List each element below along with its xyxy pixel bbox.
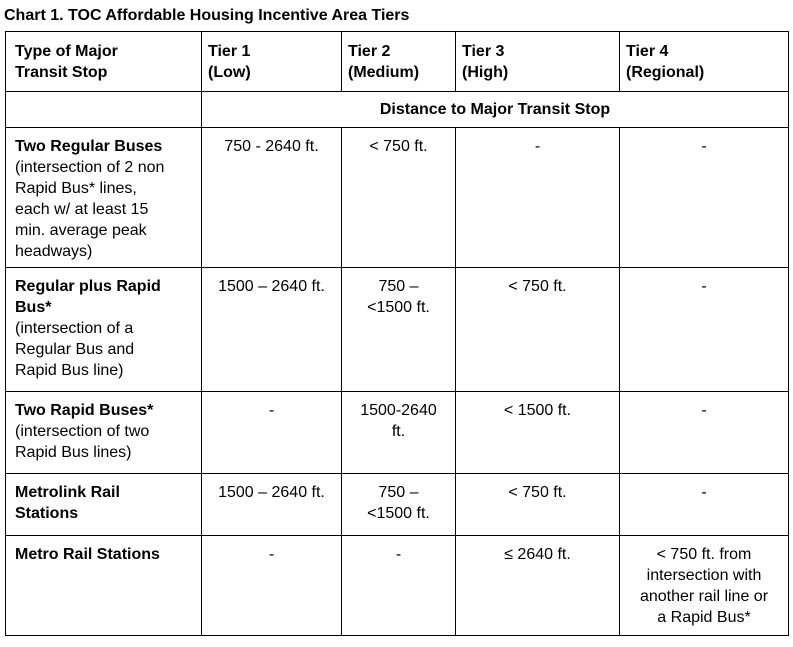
- header-line: Type of Major: [15, 43, 118, 60]
- tier-3-distance-cell: [456, 128, 620, 268]
- chart-title: Chart 1. TOC Affordable Housing Incentive Area Tiers: [4, 7, 410, 24]
- stop-type-cell: [6, 392, 202, 474]
- tier-1-distance-cell: [202, 268, 342, 392]
- distance-value: ft.: [391, 423, 406, 440]
- header-line: Tier 1: [208, 43, 251, 60]
- tier-2-distance-cell: [342, 128, 456, 268]
- stop-type-cell: [6, 128, 202, 268]
- tiers-table: [5, 31, 789, 636]
- tier-4-distance-cell: [620, 128, 789, 268]
- header-tier-4: [620, 32, 789, 92]
- distance-value: < 1500 ft.: [503, 402, 572, 419]
- stop-type-name: Bus*: [15, 299, 52, 316]
- stop-type-description: Rapid Bus line): [15, 362, 124, 379]
- header-line: Tier 3: [462, 43, 505, 60]
- stop-type-cell: [6, 536, 202, 636]
- table-row: [6, 268, 789, 392]
- tier-3-distance-cell: [456, 536, 620, 636]
- stop-type-description: Rapid Bus* lines,: [15, 180, 137, 197]
- table-row: [6, 128, 789, 268]
- tier-1-distance-cell: [202, 474, 342, 536]
- stop-type-description: headways): [15, 243, 93, 260]
- tier-2-distance-cell: [342, 392, 456, 474]
- tier-4-distance-cell: [620, 392, 789, 474]
- header-line: Transit Stop: [15, 64, 108, 81]
- distance-value: -: [701, 402, 707, 419]
- empty-cell: [6, 92, 202, 128]
- distance-value: 750 - 2640 ft.: [224, 138, 319, 155]
- tier-4-distance-cell: [620, 268, 789, 392]
- stop-type-cell: [6, 268, 202, 392]
- table-row: [6, 474, 789, 536]
- stop-type-description: Rapid Bus lines): [15, 444, 132, 461]
- distance-value: < 750 ft. from: [656, 546, 752, 563]
- stop-type-name: Two Rapid Buses*: [15, 402, 154, 419]
- distance-value: 1500-2640: [360, 402, 437, 419]
- distance-value: -: [701, 278, 707, 295]
- stop-type-name: Stations: [15, 505, 79, 522]
- table-row: [6, 536, 789, 636]
- header-line: Tier 4: [626, 43, 669, 60]
- tier-1-distance-cell: [202, 392, 342, 474]
- header-line: (High): [462, 64, 509, 81]
- header-tier-1: [202, 32, 342, 92]
- table-body: [6, 128, 789, 636]
- distance-value: -: [268, 402, 275, 419]
- distance-value: -: [534, 138, 541, 155]
- tier-4-distance-cell: [620, 536, 789, 636]
- tier-4-distance-cell: [620, 474, 789, 536]
- header-tier-3: [456, 32, 620, 92]
- stop-type-description: Regular Bus and: [15, 341, 135, 358]
- header-line: Tier 2: [348, 43, 391, 60]
- header-line: (Low): [208, 64, 251, 81]
- tier-2-distance-cell: [342, 474, 456, 536]
- stop-type-name: Two Regular Buses: [15, 138, 163, 155]
- distance-subheader: Distance to Major Transit Stop: [202, 92, 789, 128]
- distance-value: < 750 ft.: [508, 278, 567, 295]
- distance-value: ≤ 2640 ft.: [504, 546, 571, 563]
- header-tier-2: [342, 32, 456, 92]
- distance-value: <1500 ft.: [367, 505, 430, 522]
- stop-type-description: min. average peak: [15, 222, 147, 239]
- tier-3-distance-cell: [456, 392, 620, 474]
- stop-type-description: (intersection of two: [15, 423, 150, 440]
- distance-value: -: [268, 546, 275, 563]
- tier-1-distance-cell: [202, 536, 342, 636]
- stop-type-name: Metrolink Rail: [15, 484, 120, 501]
- subheader-row: [6, 92, 789, 128]
- distance-value: -: [395, 546, 402, 563]
- distance-value: < 750 ft.: [369, 138, 428, 155]
- stop-type-description: (intersection of a: [15, 320, 134, 337]
- tier-1-distance-cell: [202, 128, 342, 268]
- table-row: [6, 392, 789, 474]
- stop-type-name: Regular plus Rapid: [15, 278, 161, 295]
- distance-value: 1500 – 2640 ft.: [218, 278, 325, 295]
- distance-value: -: [701, 138, 707, 155]
- stop-type-cell: [6, 474, 202, 536]
- distance-value: 750 –: [378, 278, 419, 295]
- distance-value: 1500 – 2640 ft.: [218, 484, 325, 501]
- stop-type-name: Metro Rail Stations: [15, 546, 160, 563]
- distance-value: <1500 ft.: [367, 299, 430, 316]
- header-type-of-stop: [6, 32, 202, 92]
- tier-3-distance-cell: [456, 474, 620, 536]
- tier-3-distance-cell: [456, 268, 620, 392]
- distance-value: intersection with: [646, 567, 762, 584]
- distance-value: 750 –: [378, 484, 419, 501]
- tier-2-distance-cell: [342, 536, 456, 636]
- distance-value: < 750 ft.: [508, 484, 567, 501]
- distance-value: a Rapid Bus*: [657, 609, 751, 626]
- distance-value: -: [701, 484, 707, 501]
- header-row: [6, 32, 789, 92]
- header-line: (Regional): [626, 64, 705, 81]
- stop-type-description: each w/ at least 15: [15, 201, 149, 218]
- stop-type-description: (intersection of 2 non: [15, 159, 165, 176]
- tier-2-distance-cell: [342, 268, 456, 392]
- header-line: (Medium): [348, 64, 420, 81]
- distance-value: another rail line or: [639, 588, 769, 605]
